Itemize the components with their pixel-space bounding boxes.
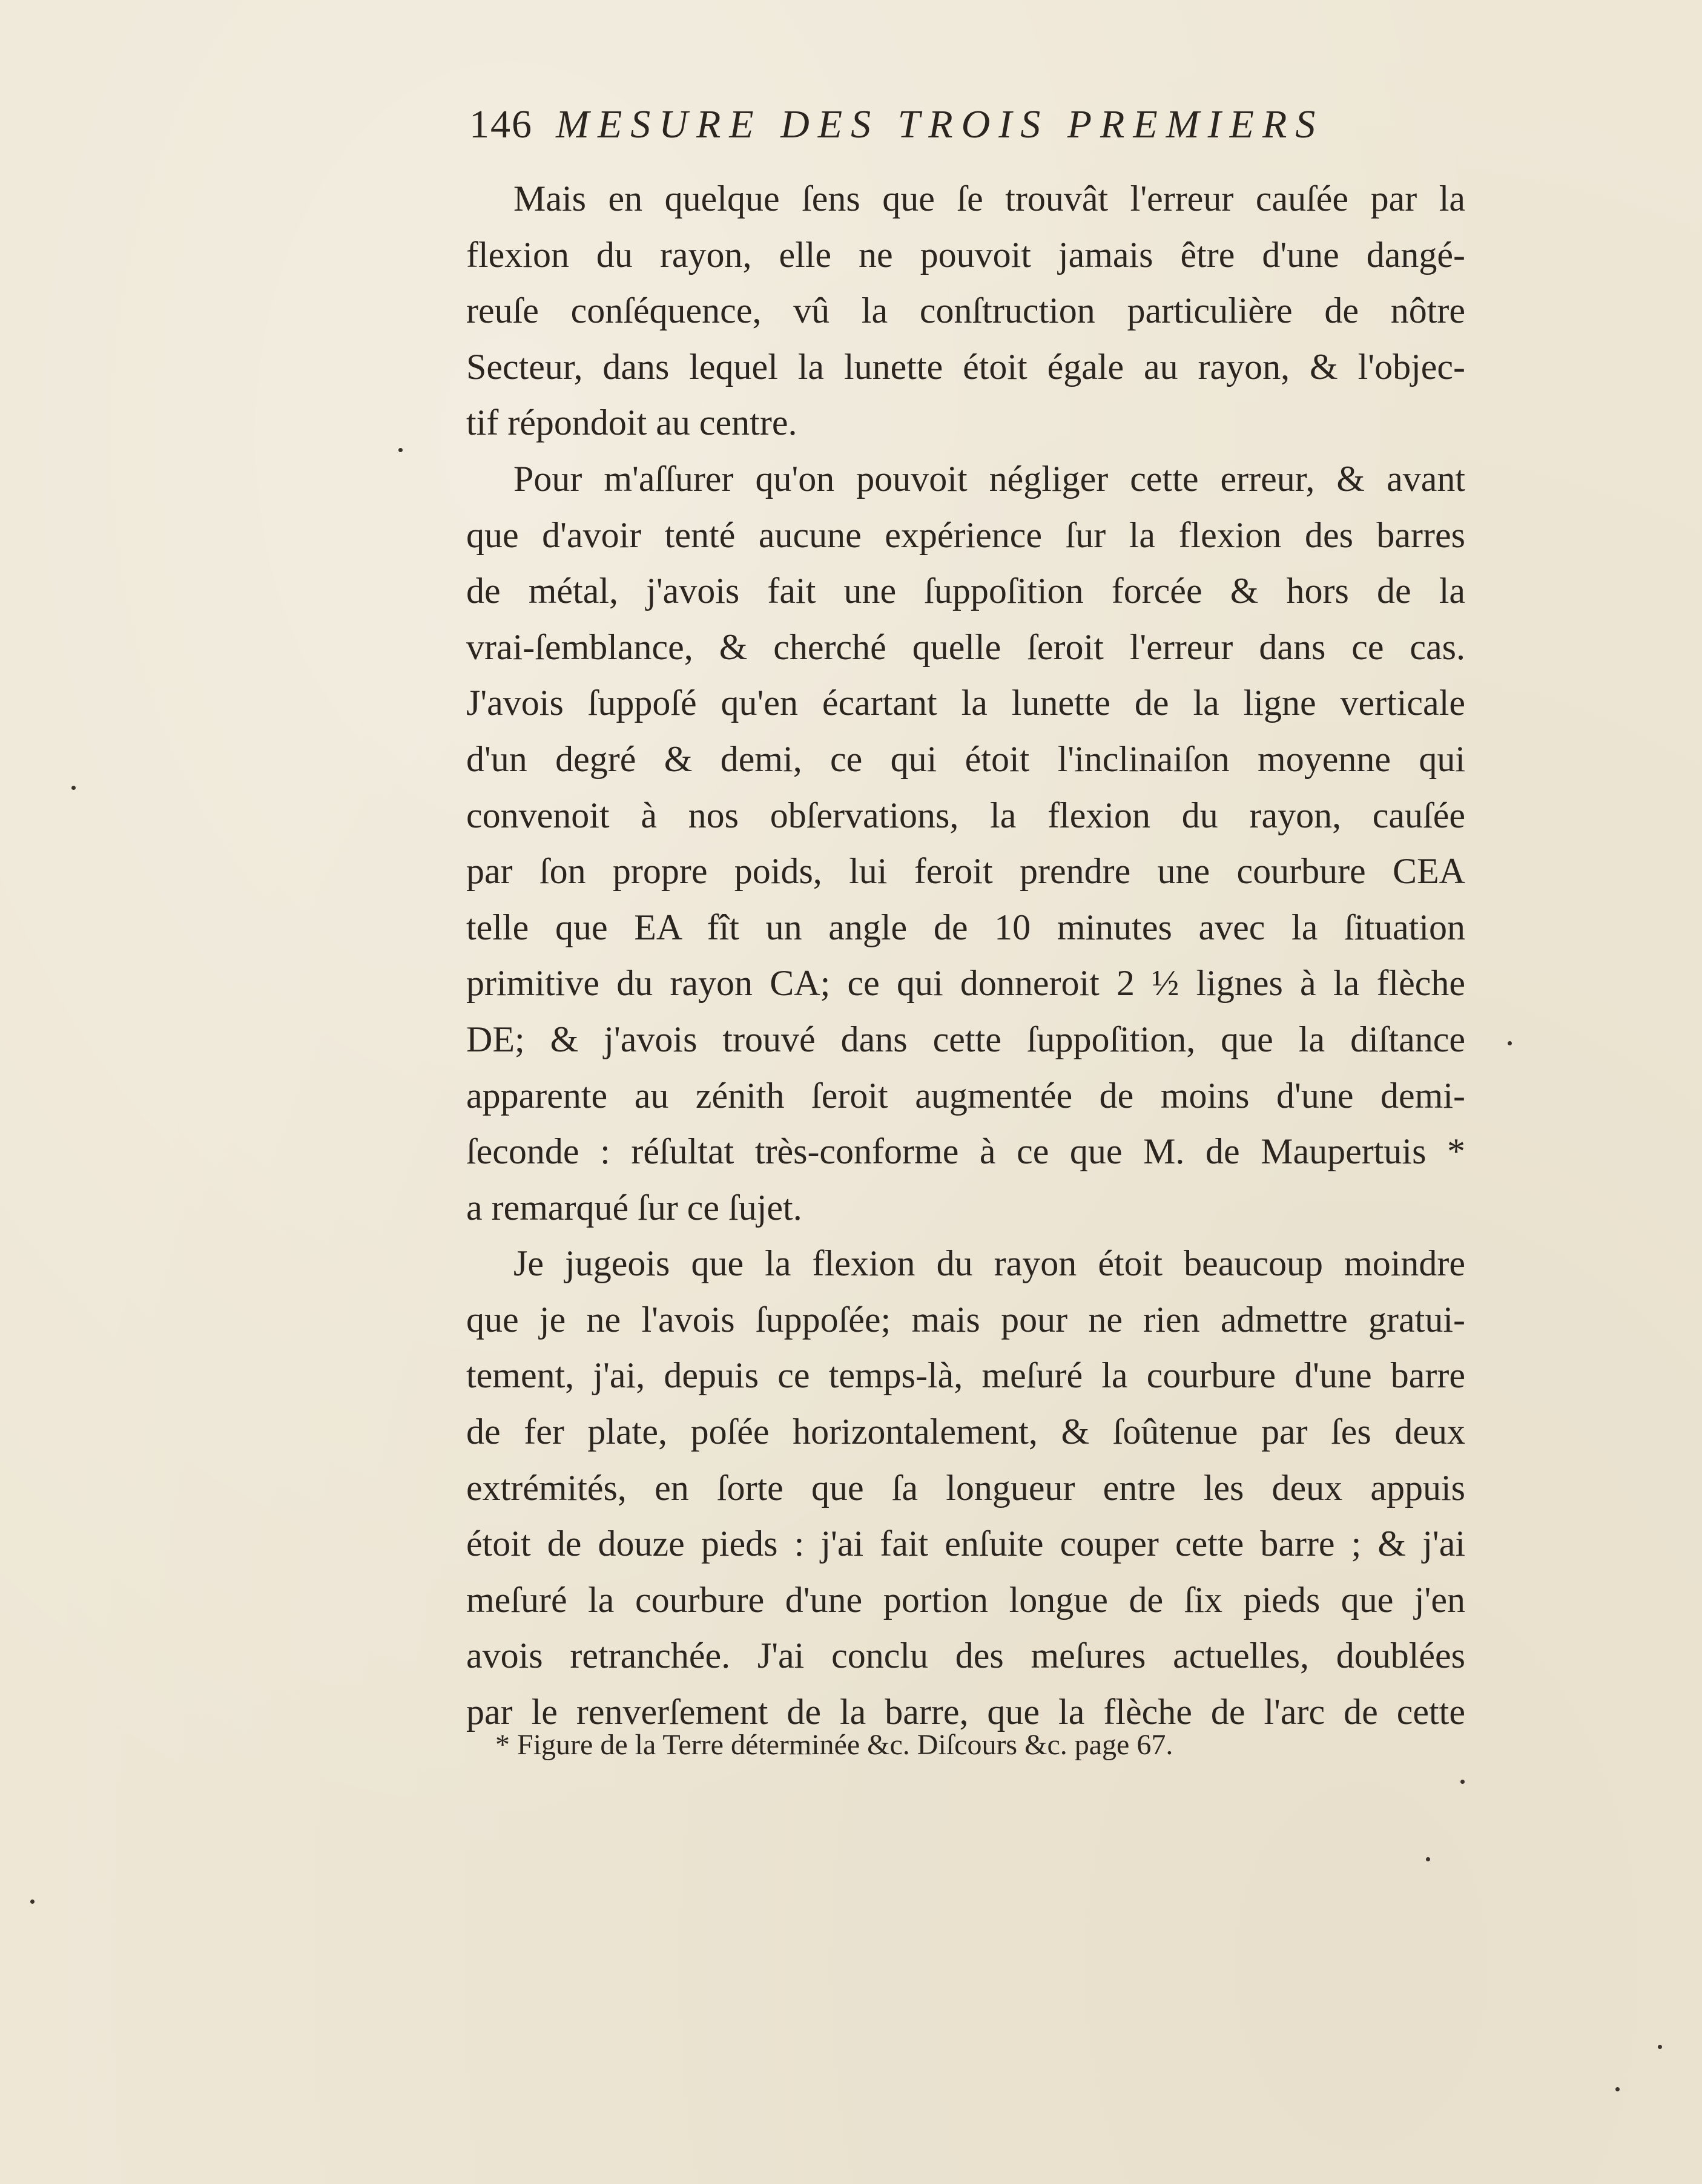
paper-speck	[30, 1899, 35, 1904]
text-line: par ſon propre poids, lui feroit prendre une courbure CEA	[466, 851, 1465, 892]
running-title: MESURE DES TROIS PREMIERS	[556, 102, 1324, 146]
paper-speck	[1508, 1041, 1512, 1045]
text-line: étoit de douze pieds : j'ai fait enſuite couper cette barre ; & j'ai	[466, 1524, 1465, 1564]
text-line: avois retranchée. J'ai conclu des meſures actuelles, doublées	[466, 1636, 1465, 1676]
text-line: Pour m'aſſurer qu'on pouvoit négliger cette erreur, & avant	[513, 458, 1465, 499]
text-line: Secteur, dans lequel la lunette étoit égale au rayon, & l'objec-	[466, 346, 1465, 387]
text-line: ſeconde : réſultat très-conforme à ce que M. de Maupertuis *	[466, 1131, 1465, 1172]
text-line: a remarqué ſur ce ſujet.	[466, 1187, 802, 1228]
paper-speck	[1615, 2087, 1620, 2091]
text-line: J'avois ſuppoſé qu'en écartant la lunette de la ligne verticale	[466, 683, 1465, 723]
text-line: Je jugeois que la flexion du rayon étoit beaucoup moindre	[513, 1243, 1465, 1284]
paper-speck	[71, 786, 76, 790]
text-line: Mais en quelque ſens que ſe trouvât l'erreur cauſée par la	[513, 179, 1465, 219]
text-line: que d'avoir tenté aucune expérience ſur la flexion des barres	[466, 515, 1465, 555]
paper-speck	[398, 448, 403, 452]
text-line: de fer plate, poſée horizontalement, & ſoûtenue par ſes deux	[466, 1412, 1465, 1452]
text-line: vrai-ſemblance, & cherché quelle ſeroit l'erreur dans ce cas.	[466, 627, 1465, 667]
text-line: de métal, j'avois fait une ſuppoſition forcée & hors de la	[466, 571, 1465, 611]
running-header	[469, 102, 1468, 168]
text-line: apparente au zénith ſeroit augmentée de moins d'une demi-	[466, 1075, 1465, 1116]
page-number: 146	[469, 102, 533, 146]
text-line: reuſe conſéquence, vû la conſtruction particulière de nôtre	[466, 291, 1465, 331]
text-line: convenoit à nos obſervations, la flexion du rayon, cauſée	[466, 795, 1465, 835]
text-line: tement, j'ai, depuis ce temps-là, meſuré la courbure d'une barre	[466, 1355, 1465, 1396]
paper-speck	[1426, 1857, 1430, 1861]
text-line: flexion du rayon, elle ne pouvoit jamais être d'une dangé-	[466, 234, 1465, 275]
paper-speck	[1460, 1780, 1465, 1784]
text-line: extrémités, en ſorte que ſa longueur entre les deux appuis	[466, 1467, 1465, 1508]
paper-speck	[1658, 2045, 1662, 2049]
text-line: par le renverſement de la barre, que la flèche de l'arc de cette	[466, 1692, 1465, 1732]
text-line: primitive du rayon CA; ce qui donneroit 2 ½ lignes à la flèche	[466, 963, 1465, 1004]
body-text	[466, 171, 1465, 1740]
text-line: DE; & j'avois trouvé dans cette ſuppoſition, que la diſtance	[466, 1019, 1465, 1059]
text-line: meſuré la courbure d'une portion longue de ſix pieds que j'en	[466, 1579, 1465, 1620]
text-line: telle que EA fît un angle de 10 minutes avec la ſituation	[466, 907, 1465, 947]
footnote: * Figure de la Terre déterminée &c. Diſcours &c. page 67.	[495, 1729, 1173, 1761]
text-line: que je ne l'avois ſuppoſée; mais pour ne rien admettre gratui-	[466, 1299, 1465, 1340]
text-line: d'un degré & demi, ce qui étoit l'inclinaiſon moyenne qui	[466, 738, 1465, 779]
text-line: tif répondoit au centre.	[466, 403, 797, 443]
